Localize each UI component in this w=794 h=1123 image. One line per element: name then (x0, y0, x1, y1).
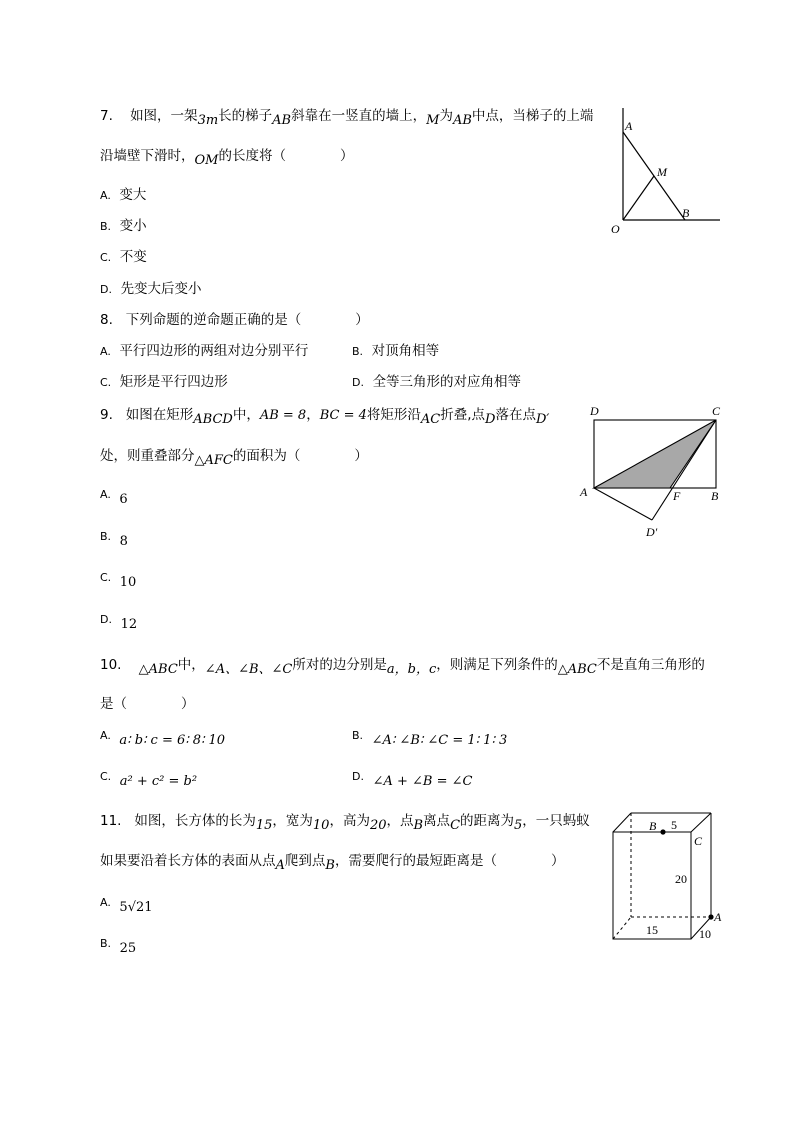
option-letter: B. (352, 345, 364, 358)
q9-text: 折叠,点 (440, 407, 486, 423)
q7-option-d (100, 283, 202, 297)
label-b: B (649, 819, 657, 833)
label-a: A (714, 910, 722, 924)
q11-point-a: A (275, 858, 285, 873)
option-letter: A. (100, 189, 111, 202)
q8-option-a (100, 345, 308, 359)
q9-text: 落在点 (495, 407, 536, 423)
q11-line1 (100, 813, 590, 833)
q10-triangle: △ABC (557, 662, 597, 677)
q9-option-b (100, 530, 128, 549)
q7-option-b (100, 220, 147, 234)
option-text: a∶ b∶ c = 6∶ 8∶ 10 (119, 733, 226, 748)
q11-text: ，需要爬行的最短距离是（ ） (334, 853, 565, 869)
option-text: 8 (119, 534, 128, 549)
option-text: 12 (120, 617, 138, 632)
q9-line2 (100, 448, 368, 468)
option-letter: B. (100, 220, 112, 233)
q7-text: 如图，一架 (130, 108, 198, 124)
label-a: A (625, 119, 633, 133)
q10-text: 不是直角三角形的 (596, 657, 705, 673)
q9-triangle-afc: △AFC (194, 453, 233, 468)
q9-line1 (100, 407, 550, 427)
q11-option-b (100, 937, 137, 956)
q10-line2 (100, 698, 195, 712)
q10-text: 所对的边分别是 (292, 657, 387, 673)
option-text: a² + c² = b² (119, 774, 198, 789)
q8-option-c (100, 376, 228, 390)
q10-option-b (352, 729, 508, 748)
option-text: 变小 (119, 218, 147, 234)
q11-point-b: B (413, 818, 424, 833)
q10-option-d (352, 770, 473, 789)
option-letter: A. (100, 345, 111, 358)
q9-text: 如图在矩形 (125, 407, 194, 423)
q8-text: 下列命题的逆命题正确的是（ ） (125, 312, 369, 328)
q10-number: 10. (100, 657, 122, 673)
label-o: O (611, 222, 620, 236)
label-c: C (712, 404, 721, 418)
q10-angles: ∠A、∠B、∠C (204, 662, 293, 677)
q11-text: ，高为 (329, 813, 370, 829)
label-d: D (590, 404, 599, 418)
q8-option-d (352, 376, 521, 390)
option-letter: C. (100, 571, 112, 584)
q9-fold-figure (578, 400, 728, 545)
q11-line2 (100, 853, 565, 873)
option-letter: B. (100, 530, 112, 543)
q8-number: 8. (100, 312, 113, 328)
q11-text: ，一只蚂蚁 (522, 813, 590, 829)
q7-option-a (100, 189, 146, 203)
q9-option-a (100, 488, 128, 507)
option-letter: A. (100, 896, 111, 909)
option-letter: A. (100, 729, 111, 742)
q7-number: 7. (100, 108, 113, 124)
q7-text: 的长度将（ ） (218, 148, 354, 164)
q9-text: 的面积为（ ） (232, 448, 368, 464)
q11-height: 20 (369, 818, 387, 833)
q11-point-b: B (325, 858, 335, 873)
q7-point-m: M (426, 113, 440, 128)
option-letter: B. (100, 937, 112, 950)
point-b-dot (660, 829, 665, 834)
option-text: 对顶角相等 (371, 343, 440, 359)
q11-point-c: C (450, 818, 461, 833)
q11-text: ，宽为 (272, 813, 313, 829)
q10-text: 是（ ） (100, 696, 195, 712)
option-text: 矩形是平行四边形 (119, 374, 228, 390)
q7-text: 斜靠在一竖直的墙上， (291, 108, 427, 124)
q9-segment-ac: AC (420, 412, 441, 427)
option-letter: D. (100, 283, 112, 296)
q7-segment-ab: AB (452, 113, 472, 128)
label-a: A (580, 485, 588, 499)
q8-option-b (352, 345, 439, 359)
label-15: 15 (646, 923, 658, 937)
q9-option-d (100, 613, 138, 632)
q9-ab-value: AB = 8 (259, 408, 307, 423)
q7-ladder-figure (605, 100, 730, 240)
q11-text: 离点 (423, 813, 451, 829)
q7-text: 沿墙壁下滑时， (100, 148, 195, 164)
q7-line2 (100, 148, 354, 168)
q7-segment-om: OM (194, 153, 219, 168)
label-5: 5 (671, 818, 677, 832)
q9-text: ， (306, 407, 320, 423)
point-a-dot (708, 914, 713, 919)
q11-number: 11. (100, 813, 122, 829)
q9-point-d: D (485, 412, 496, 427)
label-b: B (711, 489, 719, 503)
q10-triangle: △ABC (138, 662, 178, 677)
q7-option-c (100, 251, 147, 265)
q11-text: 的距离为 (460, 813, 515, 829)
option-letter: D. (352, 376, 364, 389)
q7-text: 中点，当梯子的上端 (471, 108, 594, 124)
option-letter: D. (352, 770, 364, 783)
q7-segment-ab: AB (272, 113, 292, 128)
q11-width: 10 (312, 818, 330, 833)
q9-text: 处，则重叠部分 (100, 448, 195, 464)
q11-text: ，点 (386, 813, 414, 829)
label-f: F (673, 489, 681, 503)
q11-text: 爬到点 (284, 853, 326, 869)
q10-option-c (100, 770, 198, 789)
q10-text: ，则满足下列条件的 (436, 657, 558, 673)
option-text: 25 (119, 941, 137, 956)
option-text: ∠A + ∠B = ∠C (372, 774, 473, 789)
option-text: 5√21 (119, 900, 153, 915)
q7-text: 为 (439, 108, 453, 124)
label-dprime: D′ (646, 525, 658, 539)
option-text: 平行四边形的两组对边分别平行 (119, 343, 309, 359)
q7-line1 (100, 108, 594, 128)
q10-line1 (100, 657, 705, 677)
q11-distance: 5 (514, 818, 523, 833)
q7-length: 3m (197, 113, 219, 128)
label-b: B (682, 206, 690, 220)
q9-point-dprime: D′ (535, 412, 550, 427)
q9-text: 中， (232, 407, 260, 423)
label-10: 10 (699, 927, 711, 941)
option-text: 6 (119, 492, 128, 507)
option-letter: C. (100, 770, 112, 783)
option-text: ∠A∶ ∠B∶ ∠C = 1∶ 1∶ 3 (371, 733, 508, 748)
q9-text: 将矩形沿 (366, 407, 421, 423)
option-letter: A. (100, 488, 111, 501)
option-letter: D. (100, 613, 112, 626)
option-text: 10 (119, 575, 137, 590)
option-text: 不变 (119, 249, 147, 265)
q9-option-c (100, 571, 137, 590)
label-m: M (657, 165, 667, 179)
q11-text: 如果要沿着长方体的表面从点 (100, 853, 276, 869)
option-text: 变大 (119, 187, 147, 203)
q9-number: 9. (100, 407, 113, 423)
q10-option-a (100, 729, 226, 748)
q11-text: 如图，长方体的长为 (134, 813, 256, 829)
q7-text: 长的梯子 (218, 108, 273, 124)
q10-text: 中， (177, 657, 205, 673)
q9-rect-abcd: ABCD (193, 412, 233, 427)
option-text: 全等三角形的对应角相等 (372, 374, 522, 390)
option-letter: C. (100, 251, 112, 264)
q8-stem (100, 314, 369, 328)
option-text: 先变大后变小 (120, 281, 202, 297)
option-letter: B. (352, 729, 364, 742)
label-c: C (694, 834, 703, 848)
q10-sides: a，b，c (386, 662, 437, 677)
option-letter: C. (100, 376, 112, 389)
q11-option-a (100, 896, 153, 915)
q11-length: 15 (255, 818, 273, 833)
q11-cuboid-figure (605, 805, 730, 950)
label-20: 20 (675, 872, 687, 886)
q9-bc-value: BC = 4 (319, 408, 367, 423)
